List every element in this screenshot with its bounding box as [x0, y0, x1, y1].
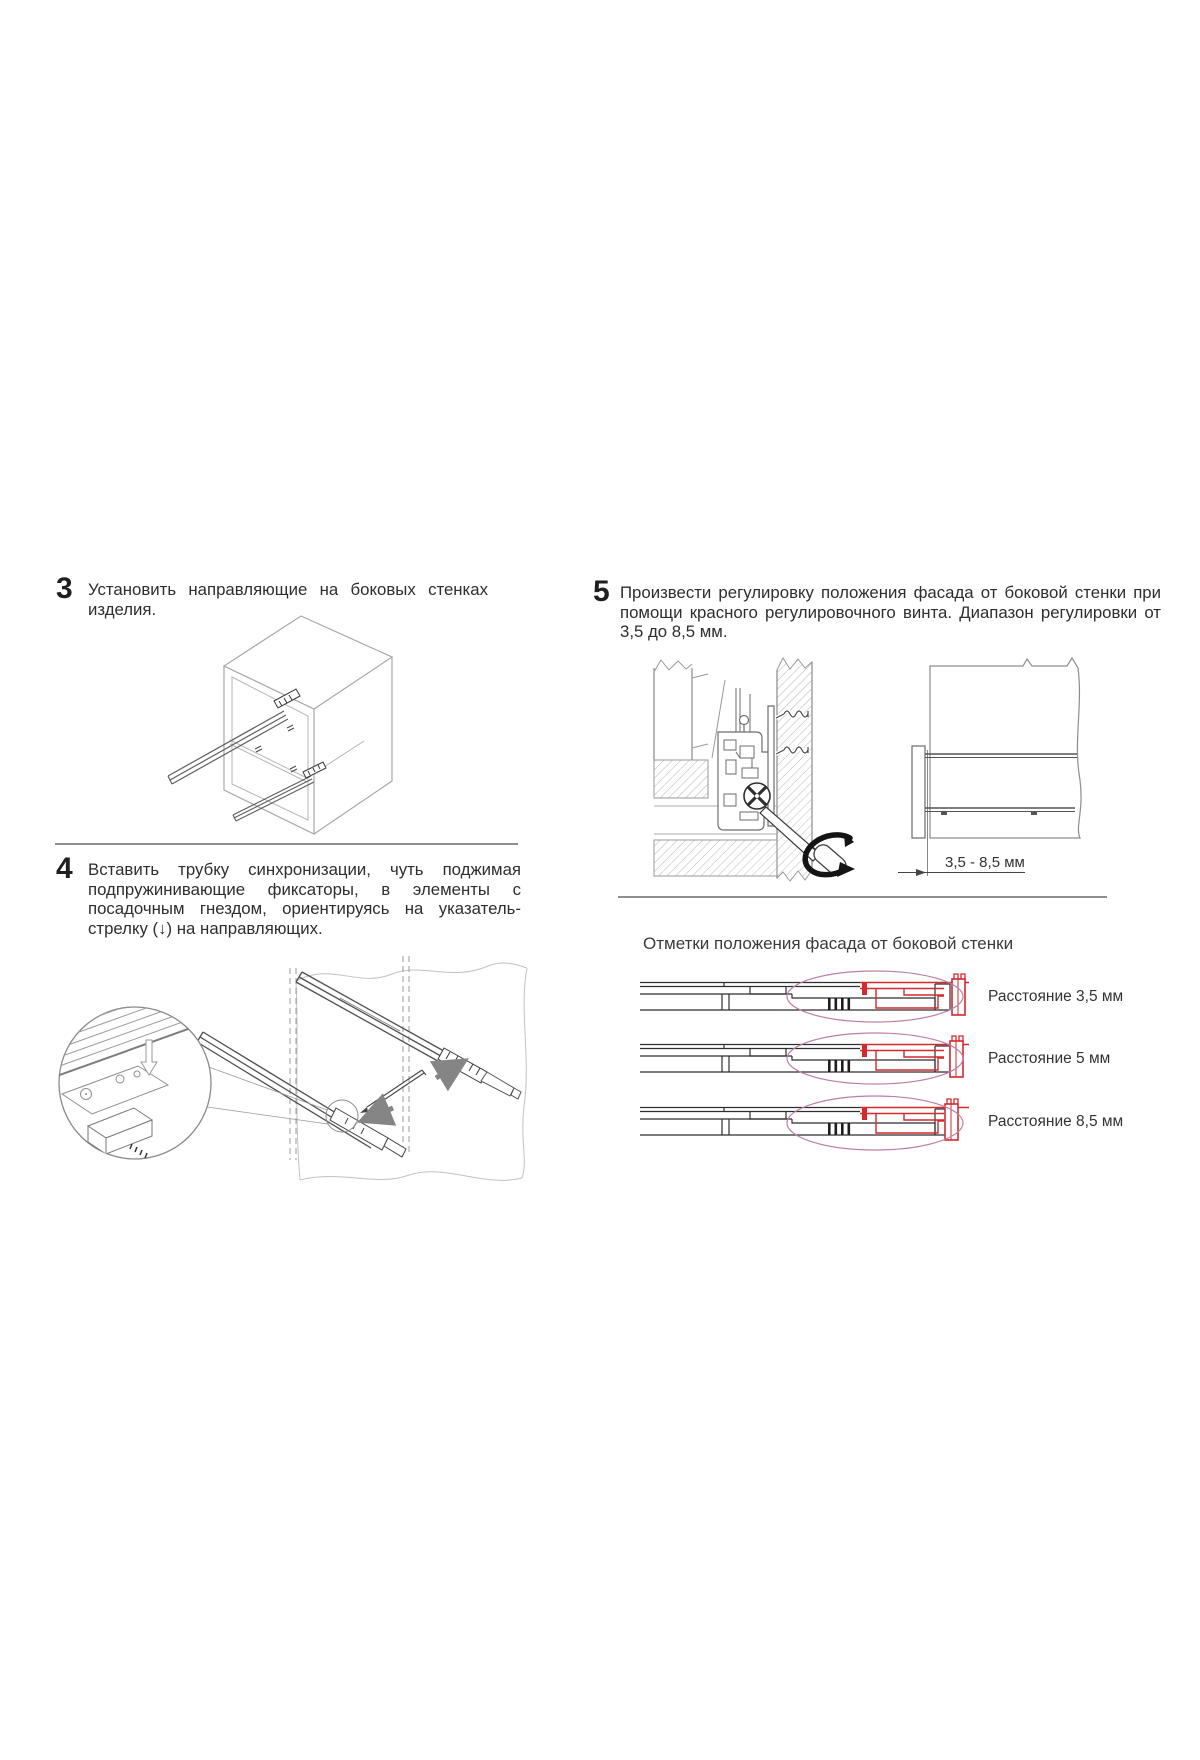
upper-slide-rail [168, 711, 288, 784]
step4-line: стрелку (↓) на направляющих. [88, 918, 323, 938]
rail-foot [1031, 812, 1037, 815]
section-divider [55, 843, 518, 845]
facade-marks-heading: Отметки положения фасада от боковой стенки [643, 934, 1014, 953]
facade-row-diagram [628, 1093, 988, 1155]
facade-row-label: Расстояние 5 мм [988, 1050, 1111, 1067]
cabinet-diagram [138, 594, 438, 846]
step4-line: посадочным гнездом, ориентируясь на указатель- [88, 899, 521, 919]
facade-row-diagram [628, 1030, 988, 1092]
step4-line: подпружинивающие фиксаторы, в элементы с [88, 879, 521, 899]
step3-number: 3 [56, 572, 73, 605]
step4-number: 4 [56, 852, 73, 885]
section-divider [618, 896, 1107, 898]
step4-line: Вставить трубку синхронизации, чуть поджимая [88, 860, 521, 879]
facade-row [628, 968, 1163, 1028]
lower-rail-base [330, 1108, 406, 1157]
upper-rail-bracket [438, 1048, 521, 1099]
panel-break-outline [296, 963, 527, 1180]
facade-adjustment-diagram [640, 648, 870, 888]
callout-lines [200, 1066, 328, 1124]
insert-arrow-icon [371, 1108, 393, 1117]
step4-text [88, 860, 521, 938]
facade-row [628, 1030, 1163, 1090]
step5-number: 5 [593, 575, 610, 608]
dimension [898, 854, 1025, 876]
facade-row-diagram [628, 968, 988, 1030]
step5-line: Произвести регулировку положения фасада от боковой стенки при [620, 583, 1161, 602]
step5-text [620, 583, 1161, 642]
adjustment-screw [744, 783, 770, 809]
facade-panel-section [654, 660, 725, 760]
rail-sync-diagram [40, 948, 530, 1186]
rail-foot [941, 812, 947, 815]
highlight-ellipse [787, 971, 963, 1022]
sync-tube [360, 1070, 426, 1113]
step5-line: помощи красного регулировочного винта. Диапазон регулировки от [620, 602, 1161, 622]
facade-row-label: Расстояние 8,5 мм [988, 1113, 1124, 1130]
distance-side-diagram [875, 650, 1110, 885]
bottom-panel-section [654, 840, 777, 876]
step5-line: 3,5 до 8,5 мм. [620, 622, 728, 642]
facade-row [628, 1093, 1163, 1153]
facade-row-label: Расстояние 3,5 мм [988, 988, 1124, 1005]
insert-arrow-icon [436, 1066, 456, 1078]
dimension-label: 3,5 - 8,5 мм [945, 854, 1025, 871]
step3-line: Установить направляющие на боковых стенках изделия. [88, 580, 488, 619]
cabinet-inner-frame [230, 677, 364, 820]
facade-block-section [654, 760, 708, 798]
facade-bar [912, 746, 925, 838]
upper-rail [296, 972, 460, 1070]
highlight-ellipse [787, 1033, 963, 1084]
mounting-screws [255, 725, 297, 772]
